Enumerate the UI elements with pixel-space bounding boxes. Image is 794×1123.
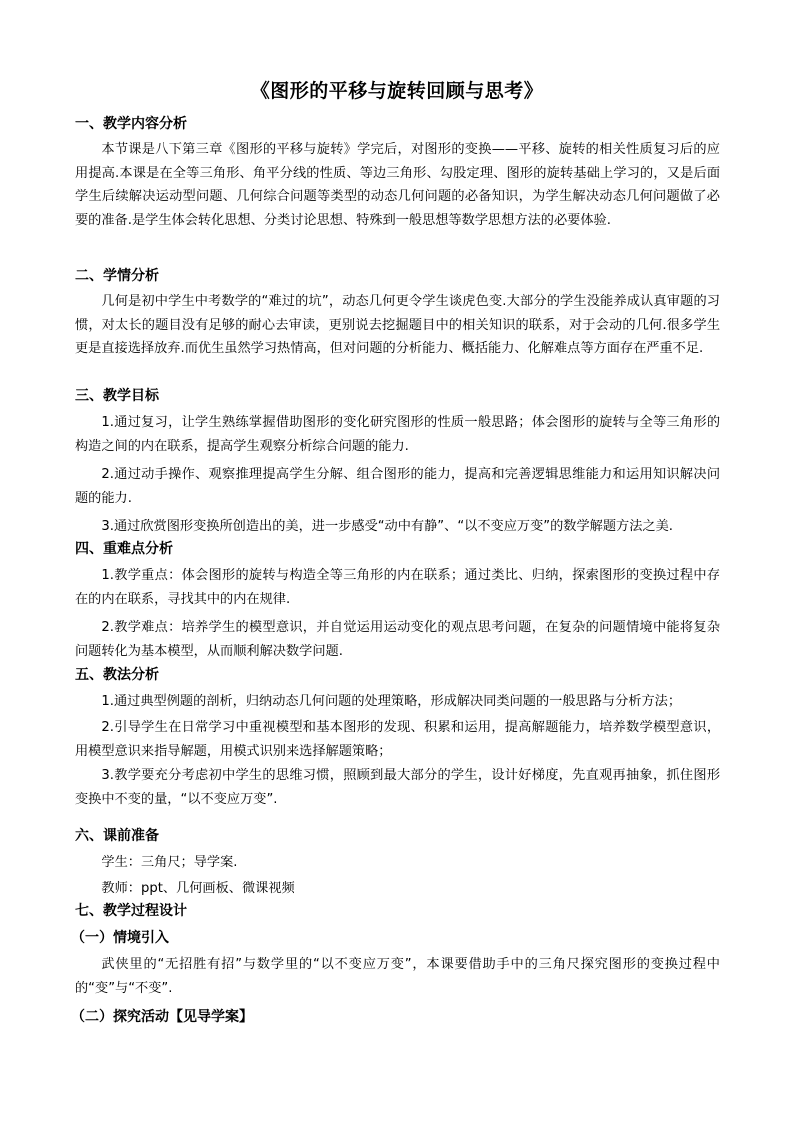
section-preparation [75, 825, 720, 905]
section-paragraph: 武侠里的“无招胜有招”与数学里的“以不变应万变”，本课要借助手中的三角尺探究图形的变换过程中的“变”与“不变”. [75, 957, 720, 996]
goal-item: 3.通过欣赏图形变换所创造出的美，进一步感受“动中有静”、“以不变应万变”的数学解题方法之美. [101, 519, 673, 534]
section-paragraph: 本节课是八下第三章《图形的平移与旋转》学完后，对图形的变换——平移、旋转的相关性质复习后的应用提高.本课是在全等三角形、角平分线的性质、等边三角形、勾股定理、图形的旋转基础上学习的，又是后面学生后续解决运动型问题、几何综合问题等类型的动态几何问题的必备知识，为学生解决动态几何问题做了必要的准备.是学生体会转化思想、分类讨论思想、特殊到一般思想等数学思想方法的必要体验. [75, 142, 720, 228]
section-heading: 三、教学目标 [75, 388, 159, 404]
document-title: 《图形的平移与旋转回顾与思考》 [250, 80, 544, 102]
method-item: 1.通过典型例题的剖析，归纳动态几何问题的处理策略，形成解决同类问题的一般思路与分析方法； [101, 694, 682, 709]
subsection-heading-activity: （二）探究活动【见导学案】 [71, 1009, 253, 1025]
section-paragraph: 几何是初中学生中考数学的“难过的坑”，动态几何更令学生谈虎色变.大部分的学生没能养成认真审题的习惯，对太长的题目没有足够的耐心去审读，更别说去挖掘题目中的相关知识的联系，对于会动的几何.很多学生更是直接选择放弃.而优生虽然学习热情高，但对问题的分析能力、概括能力、化解难点等方面存在严重不足. [75, 294, 720, 356]
section-teaching-goals [75, 385, 720, 543]
section-heading: 五、教法分析 [75, 667, 159, 683]
prep-item-student: 学生：三角尺；导学案. [101, 855, 238, 870]
section-heading: 一、教学内容分析 [75, 116, 187, 132]
method-item: 3.教学要充分考虑初中学生的思维习惯，照顾到最大部分的学生，设计好梯度，先直观再抽象，抓住图形变换中不变的量，“以不变应万变”. [75, 768, 720, 807]
key-point-item: 1.教学重点：体会图形的旋转与构造全等三角形的内在联系；通过类比、归纳，探索图形的变换过程中存在的内在联系，寻找其中的内在规律. [75, 568, 720, 607]
section-heading: 四、重难点分析 [75, 541, 173, 557]
key-point-item: 2.教学难点：培养学生的模型意识，并自觉运用运动变化的观点思考问题，在复杂的问题情境中能将复杂问题转化为基本模型，从而顺利解决数学问题. [75, 620, 720, 659]
section-content-analysis [75, 113, 720, 232]
section-heading: 二、学情分析 [75, 268, 159, 284]
goal-item: 2.通过动手操作、观察推理提高学生分解、组合图形的能力，提高和完善逻辑思维能力和运用知识解决问题的能力. [75, 467, 720, 506]
method-item: 2.引导学生在日常学习中重视模型和基本图形的发现、积累和运用，提高解题能力，培养数学模型意识，用模型意识来指导解题，用模式识别来选择解题策略； [75, 720, 720, 759]
section-teaching-methods [75, 664, 720, 816]
prep-item-teacher: 教师：ppt、几何画板、微课视频 [101, 881, 295, 896]
section-heading: 六、课前准备 [75, 828, 159, 844]
section-teaching-process [71, 900, 720, 1028]
section-key-difficult-points [75, 538, 720, 668]
goal-item: 1.通过复习，让学生熟练掌握借助图形的变化研究图形的性质一般思路；体会图形的旋转与全等三角形的构造之间的内在联系，提高学生观察分析综合问题的能力. [75, 415, 720, 454]
section-student-analysis [75, 265, 720, 361]
section-heading: 七、教学过程设计 [75, 903, 187, 919]
subsection-heading-intro: （一）情境引入 [71, 930, 169, 946]
